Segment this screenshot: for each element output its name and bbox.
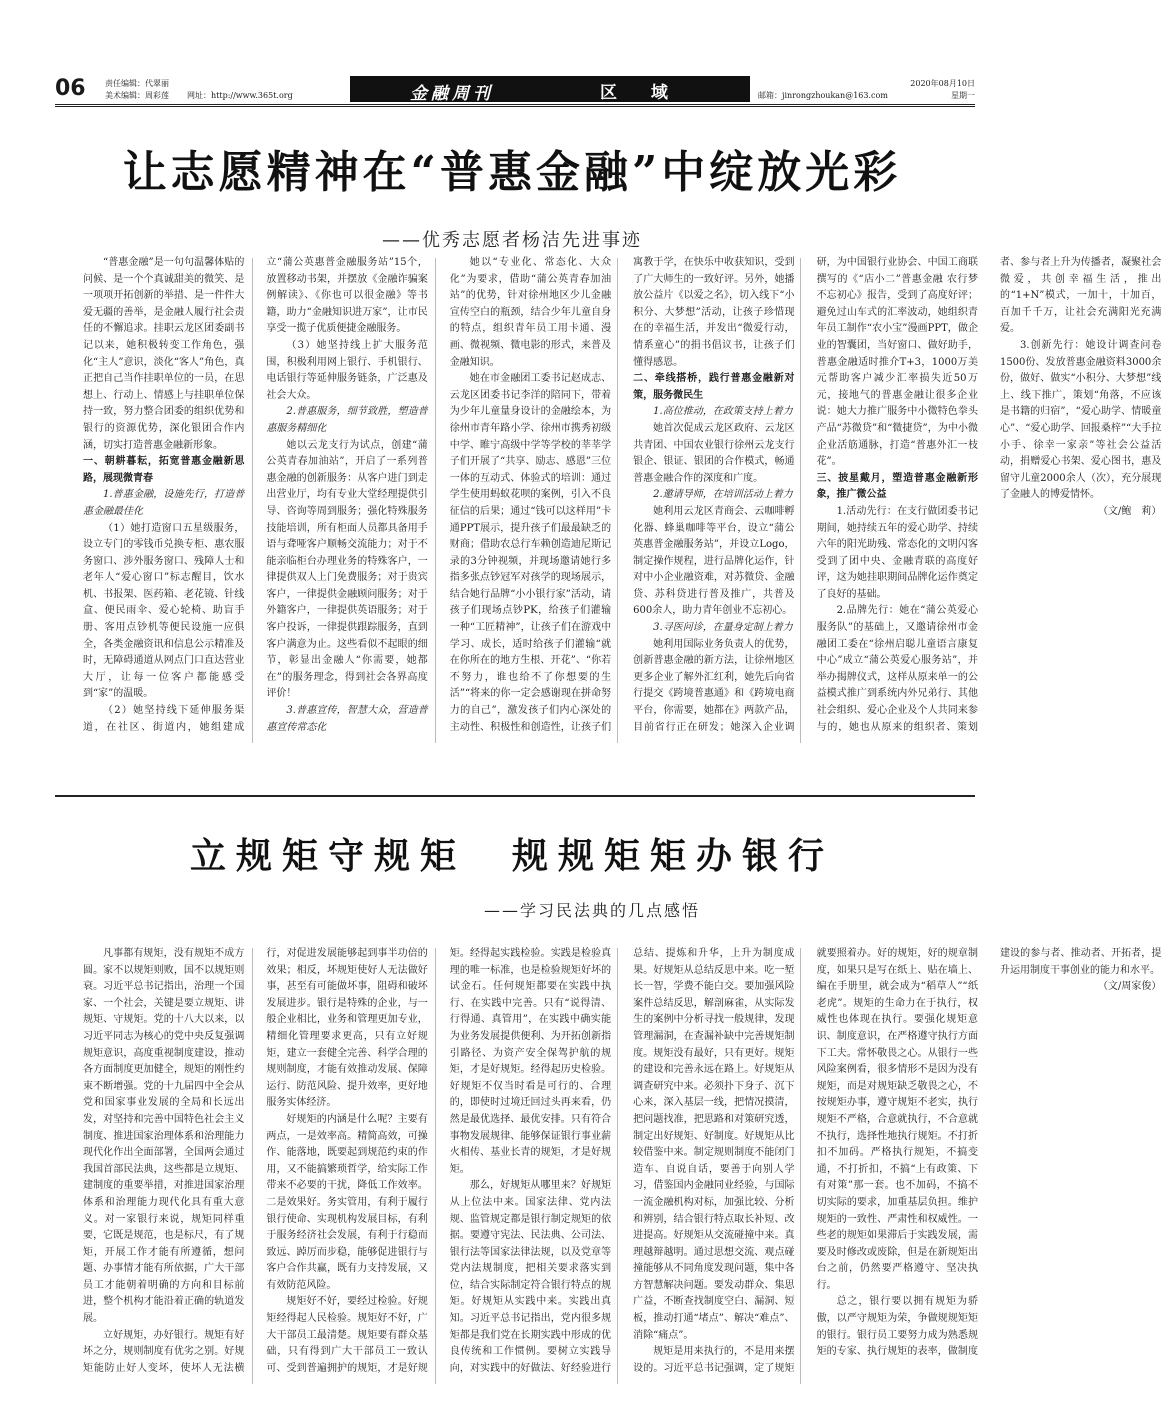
brand-bar [350, 76, 750, 102]
art-editor-line: 美术编辑：周彩莲 [105, 91, 169, 100]
section-heading: 二、牵线搭桥，践行普惠金融新对策，服务微民生 [633, 373, 795, 401]
article2-subtitle: ——学习民法典的几点感悟 [483, 901, 700, 920]
section-heading: 三、披星戴月，塑造普惠金融新形象，推广微公益 [816, 472, 978, 501]
page-number: 06 [55, 76, 86, 101]
section-heading: 一、朝耕暮耘，拓宽普惠金融新思路，展现微青春 [83, 456, 245, 484]
byline: （文/周家俊） [1097, 981, 1161, 993]
subsection-heading: 1.高位推动，在政策支持上着力 [653, 406, 793, 418]
body-paragraph: 立好规矩，办好银行。规矩有好坏之分，规则制度有优劣之别。好规矩能防止好人变坏，使坏人无法横行，对促进发展能够起到事半功倍的效果；相反，坏规矩使好人无法做好事，甚至有可能做坏事，阻碍和破坏发展进步。银行是特殊的企业，与一般企业相比，业务和管理更加专业，精细化管理要求更高，只有立好规矩，建立一套健全完善、科学合理的规则制度，才能有效推动发展、保障运行、防范风险、提升效率，更好地服务实体经济。 [83, 948, 428, 1374]
brand-name: 金融周刊 [410, 84, 494, 104]
body-paragraph: 规矩好不好，要经过检验。好规矩经得起人民检验。规矩好不好，广大干部员工最清楚。规矩要有群众基础，只有得到广大干部员工一致认可、受到普遍拥护的规矩，才是好规矩。经得起实践检验。实践是检验真理的唯一标准，也是检验规矩好坏的试金石。任何规矩都要在实践中执行、在实践中完善。只有“说得清、行得通、真管用”，在实践中确实能为业务发展提供便利、为开拓创新指引路径、为资产安全保驾护航的规矩，才是好规矩。经得起历史检验。好规矩不仅当时看是可行的、合理的，即使时过境迁回过头再来看，仍然是最优选择、最优安排。只有符合事物发展规律、能够保证银行事业薪火相传、基业长青的规矩，才是好规矩。 [266, 948, 612, 1374]
masthead [55, 74, 975, 104]
column-divider [617, 258, 618, 743]
body-paragraph: （3）她坚持线上扩大服务范围，积极利用网上银行、手机银行、电话银行等延伸服务链条，广泛惠及社会大众。 [266, 339, 428, 401]
column-divider [435, 948, 436, 1384]
subsection-heading: 2.邀请导师，在培训活动上着力 [653, 489, 793, 501]
body-paragraph: 2.品牌先行：她在“蒲公英爱心服务队”的基础上，又邀请徐州市金融团工委在“徐州启聪儿童语言康复中心”成立“蒲公英爱心服务站”，并举办揭牌仪式，这样从原来单一的公益模式推广到系统内外兄弟行、其他社会组织、爱心企业及个人共同来参与的，她也从原来的组织者、策划者、参与者上升为传播者，凝聚社会微爱，共创幸福生活，推出的“1+N”模式，一加十，十加百，百加千千万，让社会充满阳光充满爱。 [816, 257, 1161, 733]
article2-title: 立规矩守规矩 规规矩矩办银行 [189, 835, 834, 877]
column-divider [252, 948, 253, 1384]
body-paragraph: 她以“专业化、常态化、大众化”为要求，借助“蒲公英青春加油站”的优势，针对徐州地区少儿金融宣传空白的瓶颈，结合少年儿童自身的特点，组织青年员工用卡通、漫画、微视频、微电影的形式，来普及金融知识。 [449, 257, 612, 368]
body-paragraph: 她以云龙支行为试点，创建“蒲公英青春加油站”，开启了一系列普惠金融的创新服务：从客户进门到走出营业厅，均有专业大堂经理提供引导、咨询等周到服务；强化特殊服务技能培训，所有柜面人员都具备用手语与聋哑客户顺畅交流能力；对于不能亲临柜台办理业务的特殊客户，一律提供双人上门免费服务；对于贵宾客户，一律提供金融顾问服务；对于外籍客户，一律提供英语服务；对于客户投诉，一律提供跟踪服务，直到客户满意为止。这些看似不起眼的细节，彰显出金融人“你需要，她都在”的服务理念，得到社会各界高度评价！ [266, 439, 428, 700]
masthead-rule-thin [55, 106, 975, 107]
editor-credits [105, 78, 169, 102]
body-paragraph: 她利用云龙区青商会、云咖啡孵化器、蜂巢咖啡等平台，设立“蒲公英惠普金融服务站”，并设立Logo，制定操作规程，进行品牌化运作，针对中小企业融资难，对苏微贷、金融贷、苏科贷进行普及推广，共普及600余人，助力青年创业不忘初心。 [633, 505, 795, 617]
article-separator [55, 795, 975, 797]
article1-subtitle: ——优秀志愿者杨洁先进事迹 [382, 230, 642, 251]
body-paragraph: 她在市金融团工委书记赵成志、云龙区团委书记李洋的陪同下，带着为少年儿童量身设计的金融绘本，为徐州市青年路小学、徐州市携秀初级中学、睢宁高级中学等学校的莘莘学子们开展了“共享、励志、感恩”三位一体的互动式、体验式的培训：通过学生使用蚂蚁花呗的案例，引入不良征信的后果；通过“钱可以这样用”卡通PPT展示，提升孩子们最最缺乏的财商；借助农总行车赖创造迪尼斯记录的3分钟视频，并现场邀请她行多指多张点钞冠军对孩学的现场展示，结合她行品牌“小小银行家”活动，请孩子们现场点钞PK，给孩子们灌输一种“工匠精神”，让孩子们在游戏中学习、成长，适时给孩子们灌输“就在你所在的地方生根、开花”、“你若不努力，谁也给不了你想要的生活”“将来的你一定会感谢现在拼命努力的自己”，激发孩子们内心深处的主动性、积极性和创造性，让孩子们寓教于学，在快乐中收获知识，受到了广大师生的一致好评。另外，她播放公益片《以爱之名》，切入线下“小积分、大梦想”活动，让孩子珍惜现在的幸福生活，并发出“微爱行动，情系童心”的捐书倡议书，让孩子们懂得感恩。 [449, 257, 795, 733]
article1-body [83, 255, 1161, 745]
body-paragraph: 她利用国际业务负责人的优势，创新普惠金融的新方法，让徐州地区更多企业了解外汇红利，她先后向省行提交《跨境普惠通》和《跨境电商平台，你需要，她都在》两款产品，目前省行正在研发；她深入企业调研，为中国银行业协会、中国工商联撰写的《“店小二”普惠金融 农行梦不忘初心》报告，受到了高度好评；避免过山车式的汇率波动，她组织青年员工制作“农小宝”漫画PPT，做企业的智囊团，当好窗口、做好助手，普惠金融适时推介T+3，1000万美元帮助客户减少汇率损失近50万元，接地气的普惠金融让很多企业说：她大力推广服务中小微特色拳头产品“苏微贷”和“微捷贷”，为中小微企业活筋通脉，打造“普惠外汇一枝花”。 [633, 257, 978, 733]
byline: （文/鲍 莉） [1097, 505, 1161, 517]
body-paragraph: “普惠金融”是一句句温馨体贴的问候、是一个个真诚甜美的微笑、是一项项开拓创新的举措、是一件件大爱无疆的善举，是金融人履行社会责任的不懈追求。挂职云龙区团委副书记以来，她积极转变工作角色，强化“主人”意识，淡化“客人”角色，真正把自己当作挂职单位的一员，在思想上、行动上、情感上与挂职单位保持一致，努力整合团委的组织优势和银行的资源优势，深化银团合作内涵，切实打造普惠金融新形象。 [83, 257, 245, 451]
body-paragraph: 好规矩的内涵是什么呢？主要有两点，一是效率高。精简高效，可操作、能落地，既要起到规范约束的作用，又不能搞繁琐哲学，给实际工作带来不必要的干扰，降低工作效率。二是效果好。务实管用，有利于履行银行使命、实现机构发展目标，有利于服务经济社会发展，有利于行稳而致远、踔厉而步稳，能够促进银行与客户合作共赢，既有力支持发展，又有效防范风险。 [266, 1113, 428, 1291]
body-paragraph: 她首次促成云龙区政府、云龙区共青团、中国农业银行徐州云龙支行银企、银证、银团的合作模式，畅通普惠金融合作的深度和广度。 [633, 422, 795, 484]
body-paragraph: 凡事都有规矩，没有规矩不成方圆。家不以规矩则败，国不以规矩则衰。习近平总书记指出，治理一个国家、一个社会，关键是要立规矩、讲规矩、守规矩。党的十八大以来，以习近平同志为核心的党中央反复强调规矩意识，高度重视制度建设，推动各方面制度更加健全，规矩的刚性约束不断增强。党的十九届四中全会从党和国家事业发展的全局和长远出发，对坚持和完善中国特色社会主义制度、推进国家治理体系和治理能力现代化作出全面部署，全国两会通过我国首部民法典，这些都是立规矩、建制度的重要举措，对推进国家治理体系和治理能力现代化具有重大意义。对一家银行来说，规矩同样重要，它既是规范，也是标尺，有了规矩，开展工作才能有所遵循，想问题、办事情才能有所依据，广大干部员工才能朝着明确的方向和目标前进，整个机构才能沿着正确的轨道发展。 [83, 948, 245, 1325]
subsection-heading: 1.普惠金融，设施先行，打造普惠金融最佳化 [83, 489, 245, 517]
article1-title: 让志愿精神在“普惠金融”中绽放光彩 [122, 147, 902, 198]
body-paragraph: 规矩是用来执行的，不是用来摆设的。习近平总书记强调，定了规矩就要照着办。好的规矩，好的规章制度，如果只是写在纸上、贴在墙上、编在手册里，就会成为“稻草人”“纸老虎”。规矩的生命力在于执行，权威性也体现在执行。要强化规矩意识、制度意识，在严格遵守执行方面下工夫。常怀敬畏之心。从银行一些风险案例看，很多情形不是因为没有规矩，而是对规矩缺乏敬畏之心，不按规矩办事，遵守规矩不老实，执行规矩不严格，合意就执行，不合意就不执行，选择性地执行规矩。不打折扣不加码。严格执行规矩，不搞变通，不打折扣，不搞“上有政策、下有对策”那一套。也不加码，不搞不切实际的要求，加重基层负担。维护规矩的一致性、严肃性和权威性。一些老的规矩如果滞后于实践发展，需要及时修改或废除，但是在新规矩出台之前，仍然要严格遵守、坚决执行。 [633, 948, 978, 1374]
article2-body [83, 946, 1161, 1386]
body-paragraph: 总之，银行要以拥有规矩为骄傲，以严守规矩为荣，争做规规矩矩的银行。银行员工要努力成为熟悉规矩的专家、执行规矩的表率，做制度建设的参与者、推动者、开拓者，提升运用制度干事创业的能力和水平。 [816, 948, 1161, 1358]
issue-date [910, 78, 975, 102]
masthead-rule [55, 104, 975, 105]
body-paragraph: 1.活动先行：在支行做团委书记期间，她持续五年的爱心助学、持续六年的阳光助残、常态化的文明闪客受到了团中央、金融青联的高度好评，这为她挂职期间品牌化运作奠定了良好的基础。 [816, 505, 978, 600]
email: 邮箱：jinrongzhoukan@163.com [758, 91, 888, 100]
body-paragraph: 那么，好规矩从哪里来？好规矩从上位法中来。国家法律、党内法规、监管规定都是银行制定规矩的依据。要遵守宪法、民法典、公司法、银行法等国家法律法规，以及党章等党内法规制度，把相关要求落实到位，结合实际制定符合银行特点的规矩。好规矩从实践中来。实践出真知。习近平总书记指出，党内很多规矩都是我们党在长期实践中形成的优良传统和工作惯例。要树立实践导向，对实践中的好做法、好经验进行总结、提炼和升华，上升为制度成果。好规矩从总结反思中来。吃一堑长一智，学费不能白交。要加强风险案件总结反思，解剖麻雀，从实际发生的案例中分析寻找一般规律，发现管理漏洞，在查漏补缺中完善规矩制度。规矩没有最好，只有更好。规矩的建设和完善永远在路上。好规矩从调查研究中来。必须扑下身子、沉下心来，深入基层一线，把情况摸清，把问题找准，把思路和对策研究透，制定出好规矩、好制度。好规矩从比较借鉴中来。制定规则制度不能闭门造车、自说自话，要善于向别人学习，借鉴国内金融同业经验，与国际一流金融机构对标，加强比较、分析和辨别，结合银行特点取长补短、改进提高。好规矩从交流碰撞中来。真理越辩越明。通过思想交流、观点碰撞能够从不同角度发现问题，集中各方智慧解决问题。要发动群众、集思广益，不断查找制度空白、漏洞、短板，推动打通“堵点”、解决“难点”、消除“痛点”。 [449, 948, 795, 1374]
section-label: 区 域 [600, 83, 682, 103]
subsection-heading: 2.普惠服务，细节致胜，塑造普惠服务精细化 [266, 406, 428, 434]
website: 网址：http://www.365t.org [187, 91, 293, 100]
column-divider [800, 258, 801, 743]
body-paragraph: （2）她坚持线下延伸服务渠道，在社区、街道内，她组建成立“蒲公英惠普金融服务站”15个，放置移动书架，并摆放《金融诈骗案例解读》、《你也可以很金融》等书籍，助力“金融知识进万家”，让市民享受一揽子优质便捷金融服务。 [83, 257, 428, 733]
subsection-heading: 3.普惠宣传，智慧大众，营造普惠宣传常态化 [266, 705, 428, 733]
body-paragraph: （1）她打造窗口五星级服务，设立专门的零钱币兑换专柜、惠农服务窗口、涉外服务窗口、残障人士和老年人“爱心窗口”标志醒目，饮水机、书报架、医药箱、老花镜、针线盒、便民雨伞、爱心轮椅、助盲手册、客用点钞机等便民设施一应俱全，各类金融资讯和信息公示精准及时，无障碍通道从网点门口直达营业大厅，让每一位客户都能感受到“家”的温暖。 [83, 522, 245, 700]
column-divider [435, 258, 436, 743]
column-divider [617, 948, 618, 1384]
column-divider [800, 948, 801, 1384]
date-text: 2020年08月10日 [910, 79, 975, 88]
body-paragraph: 3.创新先行：她设计调查问卷1500份、发放普惠金融资料3000余份，做好、做实“小积分、大梦想”线上、线下推广，策划“角落，不应该是书籍的归宿”，“爱心助学、情暖童心”、“爱心助学、回报桑梓”“大手拉小手、徐幸一家亲”等社会公益活动，捐赠爱心书架、爱心图书，惠及留守儿童2000余人（次），充分展现了金融人的博爱情怀。 [999, 339, 1161, 501]
subsection-heading: 3.寻医问诊，在量身定制上着力 [653, 622, 793, 634]
editor-line: 责任编辑：代翠丽 [105, 79, 169, 88]
column-divider [252, 258, 253, 743]
weekday-text: 星期一 [951, 91, 975, 100]
